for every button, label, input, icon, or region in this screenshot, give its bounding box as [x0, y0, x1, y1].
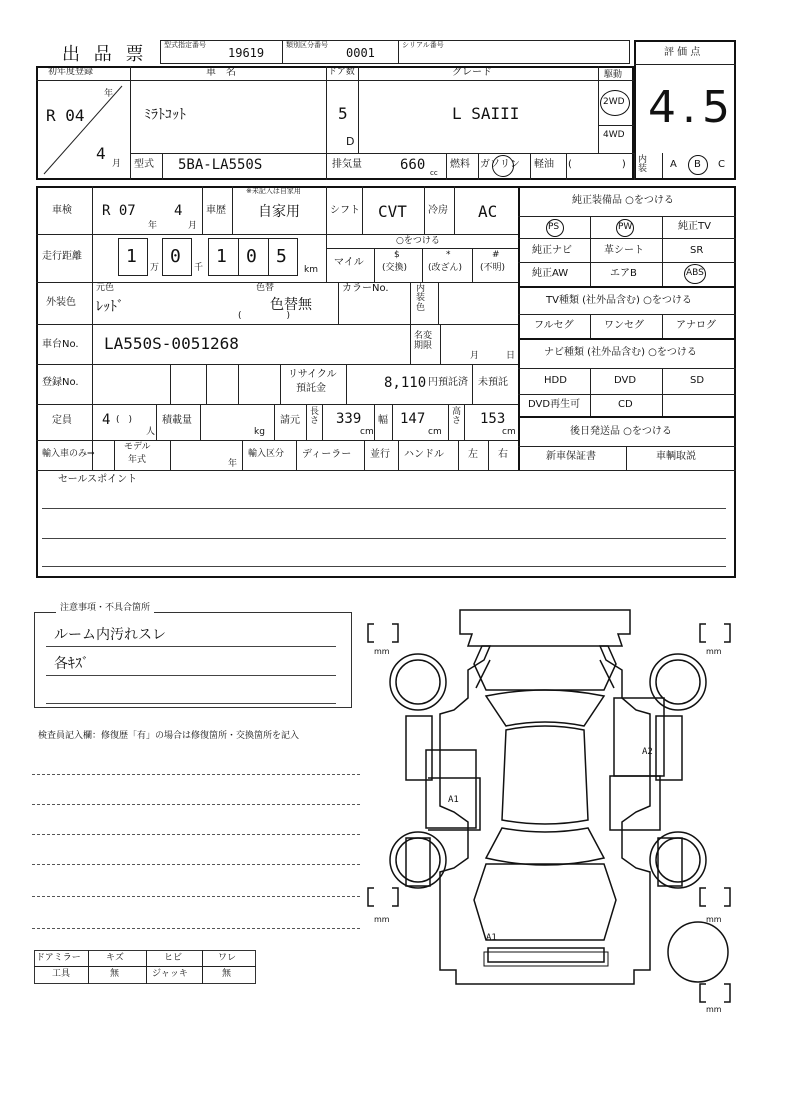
displacement-value: 660 [400, 157, 426, 173]
height-value: 153 [480, 411, 506, 427]
displacement-label: 排気量 [332, 159, 362, 170]
rating-label: 評 価 点 [664, 47, 701, 58]
dealer-label: 請元 [280, 415, 300, 426]
odometer-circle-note: ○をつける [396, 236, 440, 246]
car-name-label: 車 名 [206, 67, 236, 78]
damage-code-rear-bumper: A1 [486, 933, 497, 943]
navi-sd: SD [690, 375, 705, 386]
category-label: 類別区分番号 [286, 41, 328, 49]
tire-unit-rr: mm [706, 915, 722, 924]
legend-break: ワレ [218, 953, 237, 963]
equip-aw: 純正AW [532, 268, 569, 279]
damage-code-right-rear: A2 [642, 747, 653, 757]
car-damage-diagram [360, 600, 750, 1020]
navi-dvd-play: DVD再生可 [528, 399, 581, 410]
recycle-label-2: 預託金 [296, 383, 326, 394]
shift-value: CVT [378, 202, 407, 221]
inspection-month: 4 [174, 203, 183, 219]
sales-point-line [42, 508, 726, 509]
fuel-gasoline: ガソリン [480, 159, 520, 170]
inspection-year: R 07 [102, 203, 136, 219]
exterior-repaint-value: 色替無 [270, 297, 312, 313]
grade-value: L SAIII [452, 104, 520, 123]
inspection-label: 車検 [52, 205, 72, 216]
equip-pw: PW [618, 222, 633, 232]
import-dealer: ディーラー [302, 449, 352, 460]
color-no-label: カラーNo. [342, 283, 389, 294]
odometer-exchange: (交換) [382, 263, 408, 273]
odometer-digit-5: 5 [276, 246, 287, 267]
notes-label: 注意事項・不具合箇所 [56, 604, 154, 613]
type-designation-label: 型式指定番号 [164, 41, 206, 49]
doors-label: ドア数 [328, 67, 355, 77]
doors-type: D [346, 135, 355, 148]
model-code-value: 5BA-LA550S [178, 157, 263, 173]
inspector-label: 検査員記入欄：修復歴「有」の場合は修復箇所・交換箇所を記入 [38, 731, 300, 741]
legend-jack: ジャッキ [152, 969, 188, 979]
tire-unit-fl: mm [374, 647, 390, 656]
delivery-warranty: 新車保証書 [546, 451, 596, 462]
load-label: 積載量 [162, 415, 192, 426]
equip-tv: 純正TV [678, 221, 711, 232]
aircon-value: AC [478, 202, 498, 221]
interior-c: C [718, 159, 725, 170]
handle-right: 右 [498, 449, 508, 460]
odometer-digit-1: 1 [126, 246, 137, 267]
fuel-label: 燃料 [450, 159, 470, 170]
delivery-title: 後日発送品 ○をつける [570, 426, 672, 437]
first-reg-label: 初年度登録 [48, 67, 94, 77]
chassis-value: LA550S-0051268 [104, 334, 239, 353]
registration-label: 登録No. [42, 377, 79, 388]
import-class-label: 輸入区分 [248, 449, 285, 459]
fuel-selected-circle [492, 155, 514, 177]
tv-title: TV種類 (社外品含む) ○をつける [546, 295, 692, 306]
handle-label: ハンドル [404, 449, 444, 460]
tv-oneseg: ワンセグ [604, 320, 644, 331]
fuel-diesel: 軽油 [534, 159, 554, 170]
tire-unit-rl: mm [374, 915, 390, 924]
first-reg-month: 4 [96, 144, 106, 163]
model-year-label-1: モデル [124, 442, 151, 452]
odometer-unknown: (不明) [480, 263, 506, 273]
tv-analog: アナログ [676, 320, 716, 331]
first-reg-year: R 04 [46, 106, 85, 125]
serial-label: シリアル番号 [402, 41, 444, 49]
height-label: 高さ [452, 407, 462, 427]
handle-left: 左 [468, 449, 478, 460]
tire-unit-spare: mm [706, 1005, 722, 1014]
width-value: 147 [400, 411, 426, 427]
odometer-label: 走行距離 [42, 251, 82, 262]
equip-leather: 革シート [604, 245, 644, 256]
legend-jack-value: 無 [222, 969, 232, 979]
navi-dvd: DVD [614, 375, 637, 386]
odometer-digit-4: 0 [246, 246, 257, 267]
legend-scratch: キズ [106, 953, 124, 963]
legend-crack: ヒビ [164, 953, 183, 963]
history-note: ※未記入は自家用 [246, 187, 301, 195]
expiry-label: 名変期限 [414, 331, 433, 351]
navi-cd: CD [618, 399, 633, 410]
chassis-label: 車台No. [42, 339, 79, 350]
recycle-unpaid: 未預託 [478, 377, 508, 388]
length-label: 長さ [310, 407, 320, 427]
sales-point-label: セールスポイント [58, 474, 138, 485]
odometer-mile: マイル [334, 257, 364, 268]
sales-point-line [42, 566, 726, 567]
odometer-digit-2: 0 [170, 246, 181, 267]
aircon-label: 冷房 [428, 205, 448, 216]
category-value: 0001 [346, 46, 375, 60]
type-designation-value: 19619 [228, 46, 265, 60]
interior-label: 内装 [638, 155, 648, 174]
equip-ps: PS [548, 222, 560, 232]
rating-value: 4.5 [648, 82, 736, 133]
exterior-label: 外装色 [46, 297, 76, 308]
capacity-value: 4 [102, 412, 111, 428]
shift-label: シフト [330, 205, 360, 216]
equip-abs: ABS [686, 268, 704, 278]
car-name-value: ﾐﾗﾄｺｯﾄ [144, 107, 186, 123]
model-year-label-2: 年式 [128, 455, 147, 465]
equipment-title: 純正装備品 ○をつける [572, 195, 674, 206]
interior-b: B [694, 159, 701, 170]
odometer-tamper: (改ざん) [428, 263, 463, 273]
model-code-label: 型式 [134, 159, 154, 170]
legend-door-mirror: ドアミラー [36, 953, 81, 963]
form-title: 出 品 票 [62, 44, 148, 65]
tire-unit-fr: mm [706, 647, 722, 656]
notes-line-2: 各ｷｽﾞ [54, 656, 89, 672]
equip-navi: 純正ナビ [532, 245, 572, 256]
navi-hdd: HDD [544, 375, 567, 386]
import-label: 輸入車のみ⇒ [42, 449, 95, 459]
equip-airbag: エアB [610, 268, 637, 279]
legend-tools-value: 無 [110, 969, 120, 979]
exterior-orig-value: ﾚｯﾄﾞ [96, 299, 124, 315]
drive-label: 駆動 [604, 70, 623, 80]
import-parallel: 並行 [370, 449, 390, 460]
notes-line-1: ルーム内汚れスレ [54, 627, 166, 643]
navi-title: ナビ種類 (社外品含む) ○をつける [544, 347, 697, 358]
capacity-label: 定員 [52, 415, 72, 426]
damage-code-left-door: A1 [448, 795, 459, 805]
interior-a: A [670, 159, 677, 170]
equip-sr: SR [690, 245, 704, 256]
interior-color-label: 内装色 [416, 284, 426, 313]
odometer-digit-3: 1 [216, 246, 227, 267]
drive-2wd: 2WD [603, 97, 625, 107]
doors-value: 5 [338, 104, 348, 123]
delivery-manual: 車輌取説 [656, 451, 696, 462]
grade-label: グレード [452, 67, 492, 78]
history-label: 車歴 [206, 205, 226, 216]
legend-tools: 工具 [52, 969, 71, 979]
width-label: 幅 [378, 415, 388, 426]
sales-point-line [42, 538, 726, 539]
recycle-value: 8,110 [384, 375, 427, 391]
length-value: 339 [336, 411, 362, 427]
drive-4wd: 4WD [603, 130, 625, 140]
recycle-label-1: リサイクル [288, 369, 337, 380]
history-value: 自家用 [258, 204, 300, 220]
tv-fullseg: フルセグ [534, 320, 574, 331]
